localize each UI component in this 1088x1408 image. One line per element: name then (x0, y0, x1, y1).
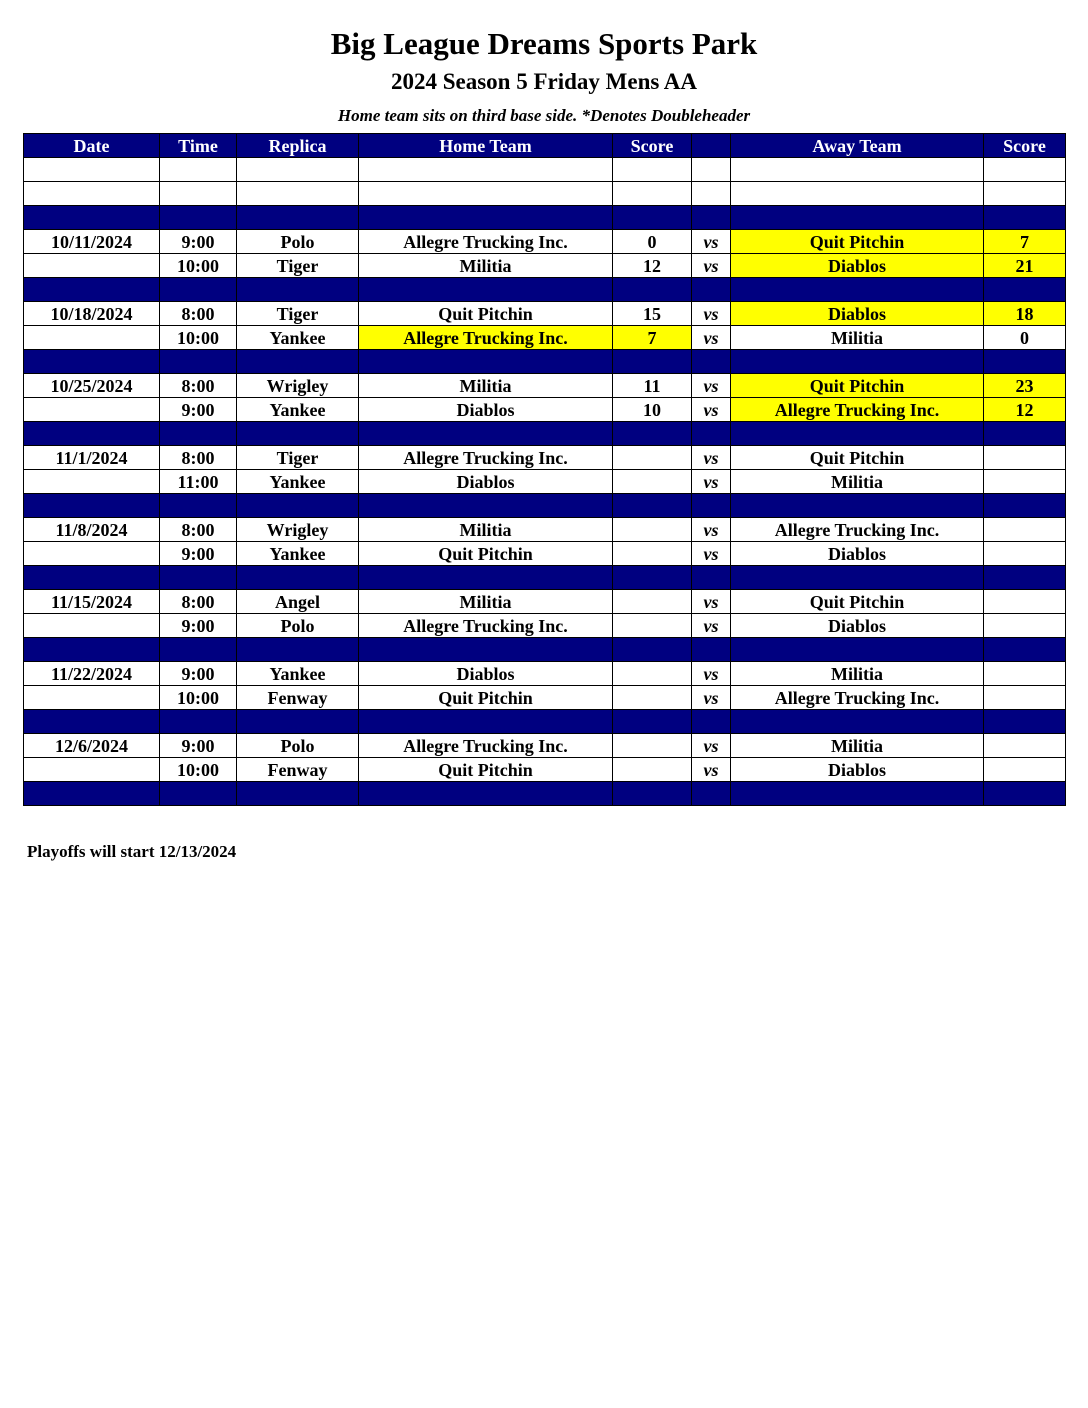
date-cell (24, 422, 160, 446)
time-cell (160, 182, 237, 206)
replica-cell (237, 278, 359, 302)
away-team-cell: Quit Pitchin (731, 446, 984, 470)
vs-cell (692, 206, 731, 230)
week-separator-row (24, 638, 1066, 662)
date-cell (24, 542, 160, 566)
time-cell (160, 206, 237, 230)
away-score-cell (984, 638, 1066, 662)
replica-cell: Yankee (237, 542, 359, 566)
away-score-cell (984, 710, 1066, 734)
time-cell (160, 278, 237, 302)
replica-cell: Tiger (237, 254, 359, 278)
date-cell (24, 782, 160, 806)
away-score-cell: 7 (984, 230, 1066, 254)
vs-cell (692, 782, 731, 806)
replica-cell: Polo (237, 734, 359, 758)
date-cell (24, 758, 160, 782)
blank-row (24, 158, 1066, 182)
home-score-cell (613, 686, 692, 710)
home-score-cell (613, 590, 692, 614)
home-team-cell: Allegre Trucking Inc. (359, 230, 613, 254)
away-team-cell (731, 278, 984, 302)
vs-cell: vs (692, 254, 731, 278)
home-score-cell: 7 (613, 326, 692, 350)
date-cell: 11/22/2024 (24, 662, 160, 686)
time-cell: 10:00 (160, 254, 237, 278)
replica-cell: Wrigley (237, 518, 359, 542)
away-score-cell: 21 (984, 254, 1066, 278)
game-row (24, 734, 1066, 758)
away-score-cell (984, 206, 1066, 230)
game-row (24, 614, 1066, 638)
away-team-cell: Militia (731, 326, 984, 350)
date-cell (24, 158, 160, 182)
time-cell: 11:00 (160, 470, 237, 494)
game-row (24, 758, 1066, 782)
vs-cell (692, 278, 731, 302)
away-score-cell (984, 518, 1066, 542)
home-team-cell: Quit Pitchin (359, 542, 613, 566)
replica-cell: Yankee (237, 662, 359, 686)
time-cell (160, 782, 237, 806)
home-team-cell: Diablos (359, 398, 613, 422)
vs-cell (692, 638, 731, 662)
vs-cell: vs (692, 230, 731, 254)
game-row (24, 326, 1066, 350)
home-score-cell (613, 206, 692, 230)
home-team-cell: Allegre Trucking Inc. (359, 614, 613, 638)
away-team-cell (731, 182, 984, 206)
replica-cell: Yankee (237, 398, 359, 422)
col-header-away-team: Away Team (731, 134, 984, 158)
vs-cell: vs (692, 662, 731, 686)
schedule-table (23, 133, 1066, 806)
home-score-cell (613, 278, 692, 302)
time-cell: 9:00 (160, 614, 237, 638)
date-cell: 11/1/2024 (24, 446, 160, 470)
date-cell (24, 566, 160, 590)
away-score-cell (984, 278, 1066, 302)
week-separator-row (24, 350, 1066, 374)
home-score-cell: 11 (613, 374, 692, 398)
away-score-cell (984, 446, 1066, 470)
away-score-cell: 23 (984, 374, 1066, 398)
away-score-cell: 18 (984, 302, 1066, 326)
vs-cell (692, 710, 731, 734)
replica-cell (237, 206, 359, 230)
vs-cell (692, 422, 731, 446)
game-row (24, 518, 1066, 542)
away-team-cell (731, 158, 984, 182)
home-score-cell (613, 446, 692, 470)
away-team-cell: Quit Pitchin (731, 374, 984, 398)
date-cell (24, 326, 160, 350)
date-cell: 10/11/2024 (24, 230, 160, 254)
away-score-cell (984, 158, 1066, 182)
playoffs-note: Playoffs will start 12/13/2024 (27, 842, 237, 861)
col-header-time: Time (160, 134, 237, 158)
date-cell: 10/18/2024 (24, 302, 160, 326)
replica-cell (237, 350, 359, 374)
home-team-cell: Diablos (359, 470, 613, 494)
time-cell (160, 566, 237, 590)
replica-cell: Wrigley (237, 374, 359, 398)
week-separator-row (24, 278, 1066, 302)
game-row (24, 446, 1066, 470)
week-separator-row (24, 206, 1066, 230)
vs-cell: vs (692, 470, 731, 494)
home-team-cell: Quit Pitchin (359, 302, 613, 326)
home-team-cell (359, 566, 613, 590)
away-score-cell (984, 422, 1066, 446)
col-header-vs (692, 134, 731, 158)
home-score-cell (613, 758, 692, 782)
home-team-cell: Militia (359, 518, 613, 542)
home-team-cell: Quit Pitchin (359, 758, 613, 782)
game-row (24, 686, 1066, 710)
home-team-cell (359, 350, 613, 374)
home-score-cell (613, 782, 692, 806)
away-score-cell: 0 (984, 326, 1066, 350)
time-cell: 9:00 (160, 662, 237, 686)
away-score-cell (984, 566, 1066, 590)
blank-row (24, 182, 1066, 206)
home-team-cell (359, 782, 613, 806)
home-score-cell: 12 (613, 254, 692, 278)
vs-cell: vs (692, 518, 731, 542)
home-score-cell (613, 710, 692, 734)
away-score-cell (984, 782, 1066, 806)
away-team-cell: Allegre Trucking Inc. (731, 398, 984, 422)
page-subtitle: 2024 Season 5 Friday Mens AA (390, 69, 698, 94)
time-cell (160, 158, 237, 182)
date-cell (24, 494, 160, 518)
home-score-cell (613, 566, 692, 590)
away-team-cell: Allegre Trucking Inc. (731, 518, 984, 542)
replica-cell: Polo (237, 614, 359, 638)
time-cell: 9:00 (160, 398, 237, 422)
home-score-cell (613, 734, 692, 758)
away-score-cell: 12 (984, 398, 1066, 422)
date-cell (24, 206, 160, 230)
home-team-cell: Allegre Trucking Inc. (359, 446, 613, 470)
game-row (24, 302, 1066, 326)
game-row (24, 662, 1066, 686)
home-team-cell (359, 206, 613, 230)
game-row (24, 254, 1066, 278)
home-team-cell (359, 158, 613, 182)
col-header-away-score: Score (984, 134, 1066, 158)
week-separator-row (24, 566, 1066, 590)
home-team-cell: Quit Pitchin (359, 686, 613, 710)
away-score-cell (984, 542, 1066, 566)
away-team-cell (731, 710, 984, 734)
replica-cell (237, 710, 359, 734)
vs-cell (692, 158, 731, 182)
date-cell (24, 710, 160, 734)
week-separator-row (24, 494, 1066, 518)
home-team-cell (359, 422, 613, 446)
time-cell: 9:00 (160, 734, 237, 758)
away-score-cell (984, 470, 1066, 494)
away-score-cell (984, 590, 1066, 614)
replica-cell (237, 158, 359, 182)
away-team-cell: Diablos (731, 758, 984, 782)
home-score-cell (613, 470, 692, 494)
vs-cell: vs (692, 590, 731, 614)
replica-cell (237, 566, 359, 590)
replica-cell (237, 182, 359, 206)
time-cell (160, 710, 237, 734)
game-row (24, 398, 1066, 422)
away-score-cell (984, 614, 1066, 638)
away-team-cell (731, 422, 984, 446)
time-cell: 8:00 (160, 374, 237, 398)
away-score-cell (984, 350, 1066, 374)
away-score-cell (984, 734, 1066, 758)
away-team-cell: Quit Pitchin (731, 590, 984, 614)
away-team-cell: Diablos (731, 302, 984, 326)
vs-cell: vs (692, 542, 731, 566)
vs-cell: vs (692, 374, 731, 398)
col-header-replica: Replica (237, 134, 359, 158)
home-team-cell: Diablos (359, 662, 613, 686)
away-team-cell: Militia (731, 662, 984, 686)
away-team-cell: Militia (731, 734, 984, 758)
date-cell (24, 638, 160, 662)
home-score-cell: 0 (613, 230, 692, 254)
vs-cell: vs (692, 326, 731, 350)
home-score-cell: 15 (613, 302, 692, 326)
home-team-cell: Allegre Trucking Inc. (359, 326, 613, 350)
home-team-note: Home team sits on third base side. *Denotes Doubleheader (337, 106, 751, 125)
date-cell: 12/6/2024 (24, 734, 160, 758)
vs-cell: vs (692, 398, 731, 422)
home-score-cell (613, 614, 692, 638)
date-cell: 11/15/2024 (24, 590, 160, 614)
date-cell (24, 614, 160, 638)
replica-cell (237, 422, 359, 446)
vs-cell: vs (692, 734, 731, 758)
time-cell: 9:00 (160, 230, 237, 254)
date-cell (24, 686, 160, 710)
home-team-cell (359, 182, 613, 206)
vs-cell: vs (692, 614, 731, 638)
away-team-cell (731, 566, 984, 590)
week-separator-row (24, 422, 1066, 446)
home-team-cell (359, 638, 613, 662)
time-cell (160, 350, 237, 374)
vs-cell: vs (692, 758, 731, 782)
away-team-cell (731, 350, 984, 374)
time-cell: 10:00 (160, 326, 237, 350)
away-team-cell (731, 494, 984, 518)
date-cell (24, 470, 160, 494)
replica-cell: Tiger (237, 446, 359, 470)
replica-cell: Polo (237, 230, 359, 254)
home-team-cell: Militia (359, 254, 613, 278)
home-score-cell (613, 542, 692, 566)
date-cell (24, 182, 160, 206)
home-team-cell: Allegre Trucking Inc. (359, 734, 613, 758)
vs-cell (692, 566, 731, 590)
away-team-cell: Diablos (731, 254, 984, 278)
col-header-date: Date (24, 134, 160, 158)
time-cell: 10:00 (160, 758, 237, 782)
vs-cell (692, 350, 731, 374)
replica-cell: Tiger (237, 302, 359, 326)
replica-cell (237, 782, 359, 806)
game-row (24, 230, 1066, 254)
replica-cell: Fenway (237, 686, 359, 710)
date-cell (24, 278, 160, 302)
col-header-home-team: Home Team (359, 134, 613, 158)
page-title: Big League Dreams Sports Park (330, 26, 758, 61)
week-separator-row (24, 710, 1066, 734)
home-score-cell (613, 494, 692, 518)
away-score-cell (984, 662, 1066, 686)
time-cell: 8:00 (160, 590, 237, 614)
time-cell: 8:00 (160, 518, 237, 542)
replica-cell: Fenway (237, 758, 359, 782)
home-score-cell: 10 (613, 398, 692, 422)
away-team-cell: Allegre Trucking Inc. (731, 686, 984, 710)
home-team-cell (359, 494, 613, 518)
home-team-cell: Militia (359, 374, 613, 398)
home-team-cell (359, 278, 613, 302)
home-score-cell (613, 422, 692, 446)
vs-cell (692, 182, 731, 206)
away-team-cell (731, 782, 984, 806)
col-header-home-score: Score (613, 134, 692, 158)
vs-cell (692, 494, 731, 518)
time-cell: 9:00 (160, 542, 237, 566)
date-cell: 10/25/2024 (24, 374, 160, 398)
schedule-body (24, 158, 1066, 806)
date-cell (24, 398, 160, 422)
time-cell (160, 638, 237, 662)
week-separator-row (24, 782, 1066, 806)
away-score-cell (984, 686, 1066, 710)
away-team-cell: Diablos (731, 614, 984, 638)
away-score-cell (984, 494, 1066, 518)
replica-cell: Angel (237, 590, 359, 614)
time-cell (160, 494, 237, 518)
game-row (24, 542, 1066, 566)
home-score-cell (613, 638, 692, 662)
replica-cell: Yankee (237, 470, 359, 494)
game-row (24, 374, 1066, 398)
home-score-cell (613, 158, 692, 182)
time-cell: 10:00 (160, 686, 237, 710)
date-cell: 11/8/2024 (24, 518, 160, 542)
away-score-cell (984, 182, 1066, 206)
vs-cell: vs (692, 686, 731, 710)
away-team-cell (731, 206, 984, 230)
replica-cell (237, 494, 359, 518)
away-team-cell: Diablos (731, 542, 984, 566)
away-team-cell: Quit Pitchin (731, 230, 984, 254)
game-row (24, 590, 1066, 614)
home-team-cell (359, 710, 613, 734)
away-team-cell: Militia (731, 470, 984, 494)
home-team-cell: Militia (359, 590, 613, 614)
time-cell (160, 422, 237, 446)
game-row (24, 470, 1066, 494)
date-cell (24, 350, 160, 374)
home-score-cell (613, 518, 692, 542)
vs-cell: vs (692, 302, 731, 326)
header-row (24, 134, 1066, 158)
time-cell: 8:00 (160, 302, 237, 326)
home-score-cell (613, 182, 692, 206)
replica-cell (237, 638, 359, 662)
vs-cell: vs (692, 446, 731, 470)
replica-cell: Yankee (237, 326, 359, 350)
away-team-cell (731, 638, 984, 662)
home-score-cell (613, 662, 692, 686)
time-cell: 8:00 (160, 446, 237, 470)
home-score-cell (613, 350, 692, 374)
away-score-cell (984, 758, 1066, 782)
date-cell (24, 254, 160, 278)
